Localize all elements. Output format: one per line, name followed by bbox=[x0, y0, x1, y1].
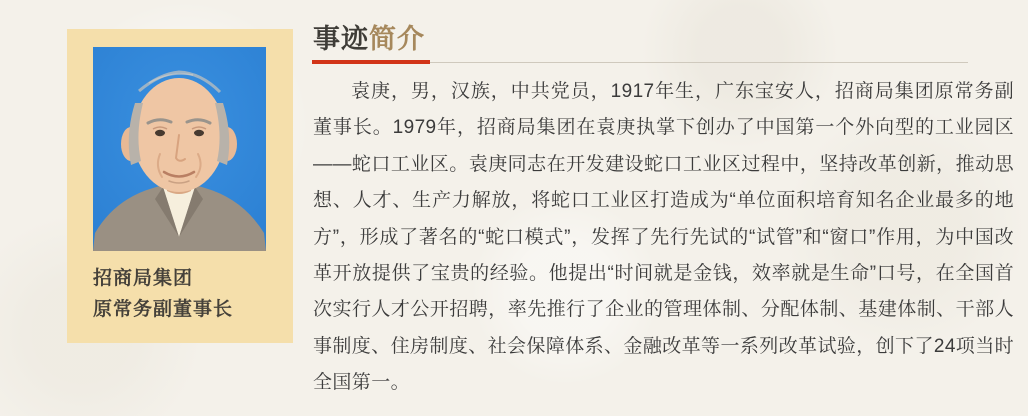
section-title bbox=[313, 22, 425, 56]
title-rule-red-segment bbox=[312, 60, 430, 64]
title-rule bbox=[312, 62, 968, 63]
photo-caption bbox=[93, 263, 233, 325]
portrait-photo bbox=[93, 47, 266, 251]
bio-paragraph: 袁庚，男，汉族，中共党员，1917年生，广东宝安人，招商局集团原常务副董事长。1979年，招商局集团在袁庚执掌下创办了中国第一个外向型的工业园区——蛇口工业区。袁庚同志在开发建设蛇口工业区过程中，坚持改革创新，推动思想、人才、生产力解放，将蛇口工业区打造成为“单位面积培育知名企业最多的地方”，形成了著名的“蛇口模式”，发挥了先行先试的“试管”和“窗口”作用，为中国改革开放提供了宝贵的经验。他提出“时间就是金钱，效率就是生命”口号，在全国首次实行人才公开招聘，率先推行了企业的管理体制、分配体制、基建体制、干部人事制度、住房制度、社会保障体系、金融改革等一系列改革试验，创下了24项当时全国第一。 bbox=[313, 81, 1014, 394]
portrait-illustration bbox=[93, 47, 266, 251]
caption-position: 原常务副董事长 bbox=[93, 299, 234, 320]
profile-card bbox=[67, 29, 293, 343]
section-title-secondary: 简介 bbox=[369, 24, 425, 54]
section-title-primary: 事迹 bbox=[313, 24, 369, 54]
caption-organization: 招商局集团 bbox=[93, 268, 194, 289]
